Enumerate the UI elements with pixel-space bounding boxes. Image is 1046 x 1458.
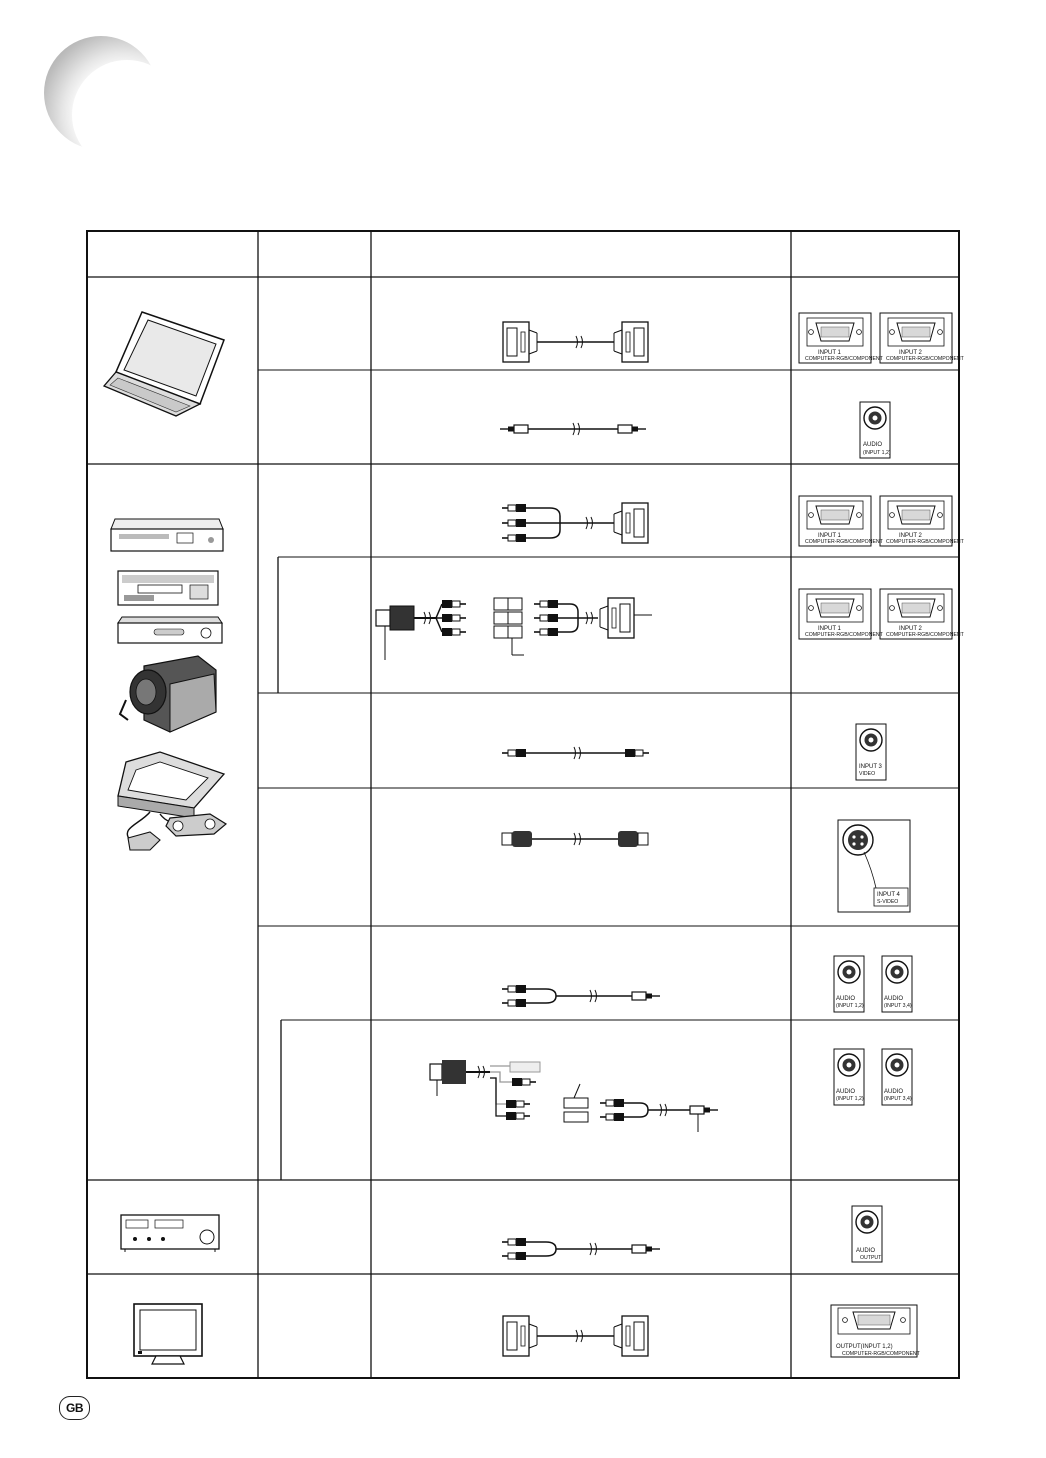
svg-text:COMPUTER-RGB/COMPONENT: COMPUTER-RGB/COMPONENT <box>805 539 883 545</box>
d-adaptor-cable-chain <box>376 598 652 660</box>
laptop-illustration <box>104 312 224 416</box>
dvd-player-illustration <box>111 519 223 551</box>
vcr-illustration <box>118 571 218 605</box>
svg-text:VIDEO: VIDEO <box>859 771 876 777</box>
svg-text:COMPUTER-RGB/COMPONENT: COMPUTER-RGB/COMPONENT <box>886 539 964 545</box>
input-1-2-jacks-row1 <box>799 313 965 363</box>
s-video-input-4-jack <box>838 820 910 912</box>
svg-text:INPUT 2: INPUT 2 <box>899 626 922 632</box>
monitor-rgb-cable <box>503 1316 648 1356</box>
svg-text:COMPUTER-RGB/COMPONENT: COMPUTER-RGB/COMPONENT <box>842 1351 920 1357</box>
input-1-2-jacks-row4 <box>799 589 965 639</box>
svg-text:(INPUT 1,2): (INPUT 1,2) <box>863 450 891 456</box>
svg-text:S-VIDEO: S-VIDEO <box>877 899 899 905</box>
svg-text:AUDIO: AUDIO <box>884 996 904 1002</box>
svg-text:(INPUT 3,4): (INPUT 3,4) <box>884 1003 912 1009</box>
audio-amplifier-illustration <box>121 1215 219 1252</box>
svg-text:AUDIO: AUDIO <box>836 1089 856 1095</box>
svg-text:(INPUT 1,2): (INPUT 1,2) <box>836 1003 864 1009</box>
amplifier-audio-cable <box>502 1238 660 1260</box>
svg-text:COMPUTER-RGB/COMPONENT: COMPUTER-RGB/COMPONENT <box>886 356 964 362</box>
svg-text:AUDIO: AUDIO <box>856 1248 876 1254</box>
component-to-rgb-cable <box>502 503 648 543</box>
rca-audio-to-mini-cable <box>502 985 660 1007</box>
audio-input-1-2-jack-row2 <box>860 402 891 458</box>
rgb-cable <box>503 322 648 362</box>
svg-text:OUTPUT: OUTPUT <box>860 1255 882 1261</box>
svg-text:COMPUTER-RGB/COMPONENT: COMPUTER-RGB/COMPONENT <box>805 632 883 638</box>
audio-input-jacks-row8 <box>834 1049 912 1105</box>
svg-text:AUDIO: AUDIO <box>884 1089 904 1095</box>
audio-output-jack <box>852 1206 882 1262</box>
svg-text:(INPUT 3,4): (INPUT 3,4) <box>884 1096 912 1102</box>
video-input-3-jack <box>856 724 886 780</box>
svg-text:COMPUTER-RGB/COMPONENT: COMPUTER-RGB/COMPONENT <box>886 632 964 638</box>
svg-text:INPUT 2: INPUT 2 <box>899 350 922 356</box>
set-top-box-illustration <box>118 617 222 643</box>
output-input-1-2-jack <box>831 1305 921 1357</box>
svg-text:OUTPUT(INPUT 1,2): OUTPUT(INPUT 1,2) <box>836 1344 893 1350</box>
svg-text:(INPUT 1,2): (INPUT 1,2) <box>836 1096 864 1102</box>
stereo-mini-cable <box>500 423 646 435</box>
svg-text:AUDIO: AUDIO <box>836 996 856 1002</box>
svg-text:INPUT 1: INPUT 1 <box>818 626 841 632</box>
svg-text:COMPUTER-RGB/COMPONENT: COMPUTER-RGB/COMPONENT <box>805 356 883 362</box>
audio-adaptor-cable-chain <box>430 1060 718 1132</box>
language-badge: GB <box>59 1396 90 1420</box>
input-1-2-jacks-row3 <box>799 496 965 546</box>
monitor-illustration <box>134 1304 202 1364</box>
game-console-illustration <box>118 752 226 850</box>
svg-text:AUDIO: AUDIO <box>863 442 883 448</box>
camcorder-illustration <box>120 656 216 732</box>
svg-text:INPUT 2: INPUT 2 <box>899 533 922 539</box>
svg-text:INPUT 3: INPUT 3 <box>859 764 882 770</box>
audio-input-jacks-row7 <box>834 956 912 1012</box>
svg-text:INPUT 4: INPUT 4 <box>877 892 900 898</box>
svg-text:INPUT 1: INPUT 1 <box>818 350 841 356</box>
svg-text:INPUT 1: INPUT 1 <box>818 533 841 539</box>
composite-video-cable <box>502 747 649 759</box>
s-video-cable <box>502 831 648 847</box>
